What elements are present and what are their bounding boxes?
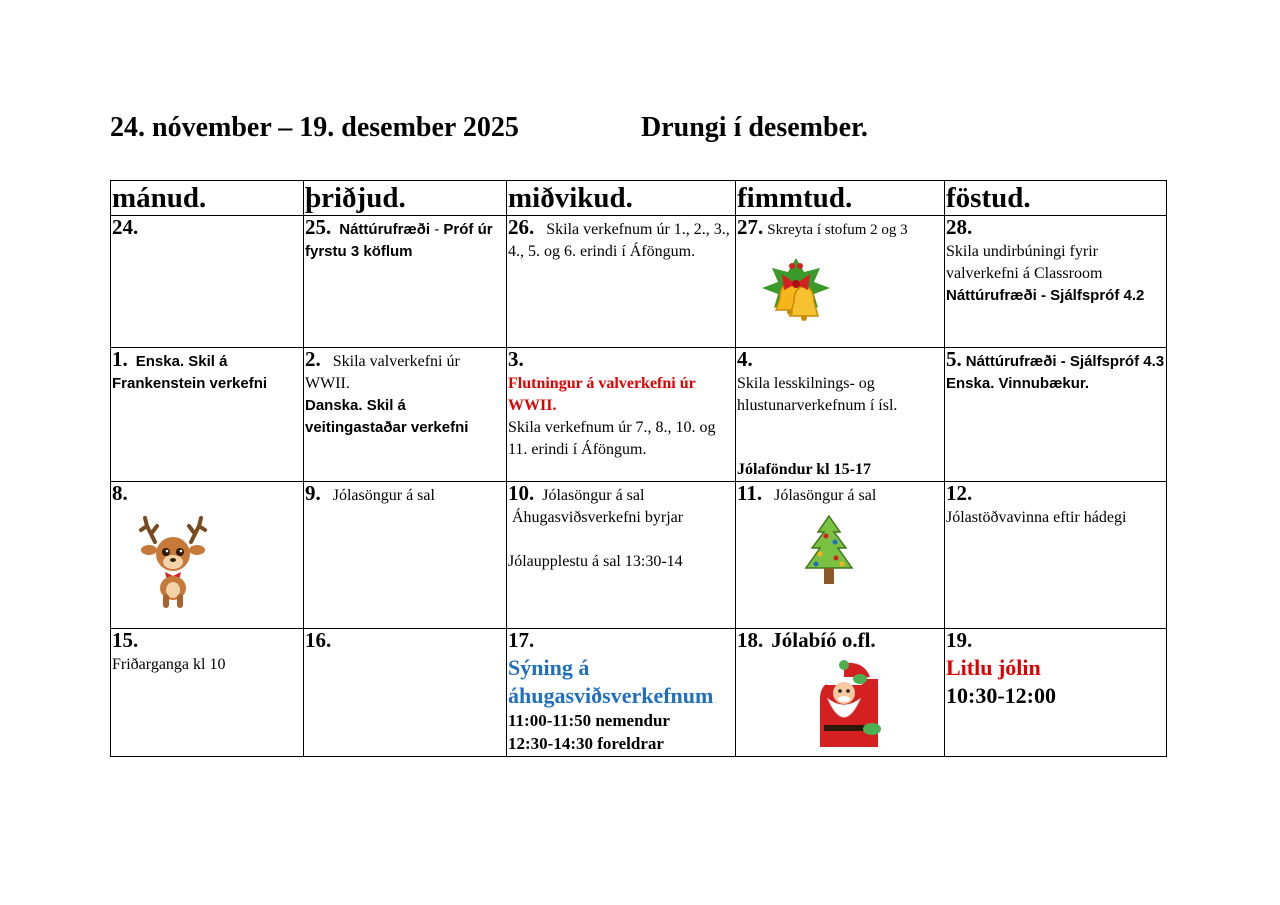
- day-number: 24.: [112, 215, 139, 239]
- week-row: [111, 216, 1167, 348]
- day-number: 1.: [112, 347, 128, 371]
- day-cell: [736, 629, 945, 757]
- day-number: 3.: [508, 347, 524, 371]
- day-cell: [111, 348, 304, 482]
- event-text: Sýning á áhugasviðsverkefnum: [508, 655, 714, 708]
- event-text: Jólastöðvavinna eftir hádegi: [946, 509, 1127, 526]
- theme-title: Drungi í desember.: [641, 112, 868, 143]
- weekday-friday: föstud.: [945, 181, 1167, 216]
- weekday-tuesday: þriðjud.: [304, 181, 507, 216]
- event-text: Skila valverkefni úr WWII.: [305, 353, 460, 392]
- day-number: 2.: [305, 347, 321, 371]
- day-cell: [304, 216, 507, 348]
- week-row: [111, 629, 1167, 757]
- event-text: Enska. Skil á Frankenstein verkefni: [112, 353, 268, 392]
- day-number: 18.: [737, 628, 764, 652]
- day-number: 27.: [737, 215, 764, 239]
- day-cell: [304, 629, 507, 757]
- event-text: Jólasöngur á sal: [774, 487, 877, 504]
- weekday-wednesday: miðvikud.: [507, 181, 736, 216]
- page-title: [110, 112, 868, 144]
- event-text: Skila lesskilnings- og hlustunarverkefnum í ísl.: [737, 375, 898, 414]
- event-text: Skreyta í stofum 2 og 3: [767, 222, 908, 238]
- event-text: Jólabíó o.fl.: [771, 628, 876, 652]
- calendar-table: [110, 180, 1167, 757]
- week-row: [111, 348, 1167, 482]
- event-text: Danska. Skil á veitingastaðar verkefni: [305, 397, 469, 436]
- day-cell: [111, 216, 304, 348]
- day-cell: [945, 348, 1167, 482]
- event-text: Jólaföndur kl 15-17: [737, 461, 871, 478]
- date-range: 24. nóvember – 19. desember 2025: [110, 112, 519, 143]
- day-cell: [736, 216, 945, 348]
- event-text: Áhugasviðsverkefni byrjar: [512, 509, 684, 526]
- event-text: 10:30-12:00: [946, 683, 1056, 708]
- reindeer-icon: [137, 516, 209, 610]
- day-cell: [945, 629, 1167, 757]
- event-text: Skila verkefnum úr 1., 2., 3., 4., 5. og 6. erindi í Áföngum.: [508, 221, 730, 260]
- day-number: 10.: [508, 481, 535, 505]
- day-number: 5.: [946, 347, 962, 371]
- day-cell: [507, 629, 736, 757]
- day-cell: [304, 348, 507, 482]
- day-cell: [736, 482, 945, 629]
- event-text: Jólasöngur á sal: [332, 487, 435, 504]
- day-cell: [111, 629, 304, 757]
- day-number: 4.: [737, 347, 753, 371]
- day-number: 16.: [305, 628, 332, 652]
- christmas-bells-icon: [760, 254, 832, 332]
- santa-claus-icon: [814, 659, 884, 751]
- event-text: Próf úr fyrstu 3 köflum: [305, 221, 493, 260]
- event-text: 12:30-14:30 foreldrar: [508, 734, 664, 753]
- event-text: Jólasöngur á sal: [542, 487, 645, 504]
- event-text: Skila verkefnum úr 7., 8., 10. og 11. erindi í Áföngum.: [508, 419, 716, 458]
- event-text: Náttúrufræði - Sjálfspróf 4.3 Enska. Vinnubækur.: [946, 353, 1165, 392]
- day-cell: [111, 482, 304, 629]
- day-cell: [945, 482, 1167, 629]
- day-number: 8.: [112, 481, 128, 505]
- event-text: Jólaupplestu á sal 13:30-14: [508, 553, 683, 570]
- separator: -: [430, 221, 444, 238]
- day-number: 12.: [946, 481, 973, 505]
- event-text: Náttúrufræði - Sjálfspróf 4.2: [946, 287, 1145, 304]
- day-number: 26.: [508, 215, 535, 239]
- day-number: 25.: [305, 215, 332, 239]
- day-cell: [507, 348, 736, 482]
- day-cell: [507, 482, 736, 629]
- event-text: Flutningur á valverkefni úr WWII.: [508, 375, 696, 414]
- event-text: Litlu jólin: [946, 655, 1041, 680]
- day-cell: [736, 348, 945, 482]
- day-number: 17.: [508, 628, 535, 652]
- day-number: 28.: [946, 215, 973, 239]
- weekday-monday: mánud.: [111, 181, 304, 216]
- subject-label: Náttúrufræði: [339, 221, 431, 238]
- event-text: 11:00-11:50 nemendur: [508, 711, 670, 730]
- day-cell: [304, 482, 507, 629]
- event-text: Skila undirbúningi fyrir valverkefni á Classroom: [946, 243, 1103, 282]
- weekday-header-row: [111, 181, 1167, 216]
- day-number: 15.: [112, 628, 139, 652]
- christmas-tree-icon: [802, 514, 856, 588]
- day-cell: [507, 216, 736, 348]
- week-row: [111, 482, 1167, 629]
- event-text: Friðarganga kl 10: [112, 656, 226, 673]
- weekday-thursday: fimmtud.: [736, 181, 945, 216]
- day-number: 11.: [737, 481, 763, 505]
- day-cell: [945, 216, 1167, 348]
- day-number: 19.: [946, 628, 973, 652]
- day-number: 9.: [305, 481, 321, 505]
